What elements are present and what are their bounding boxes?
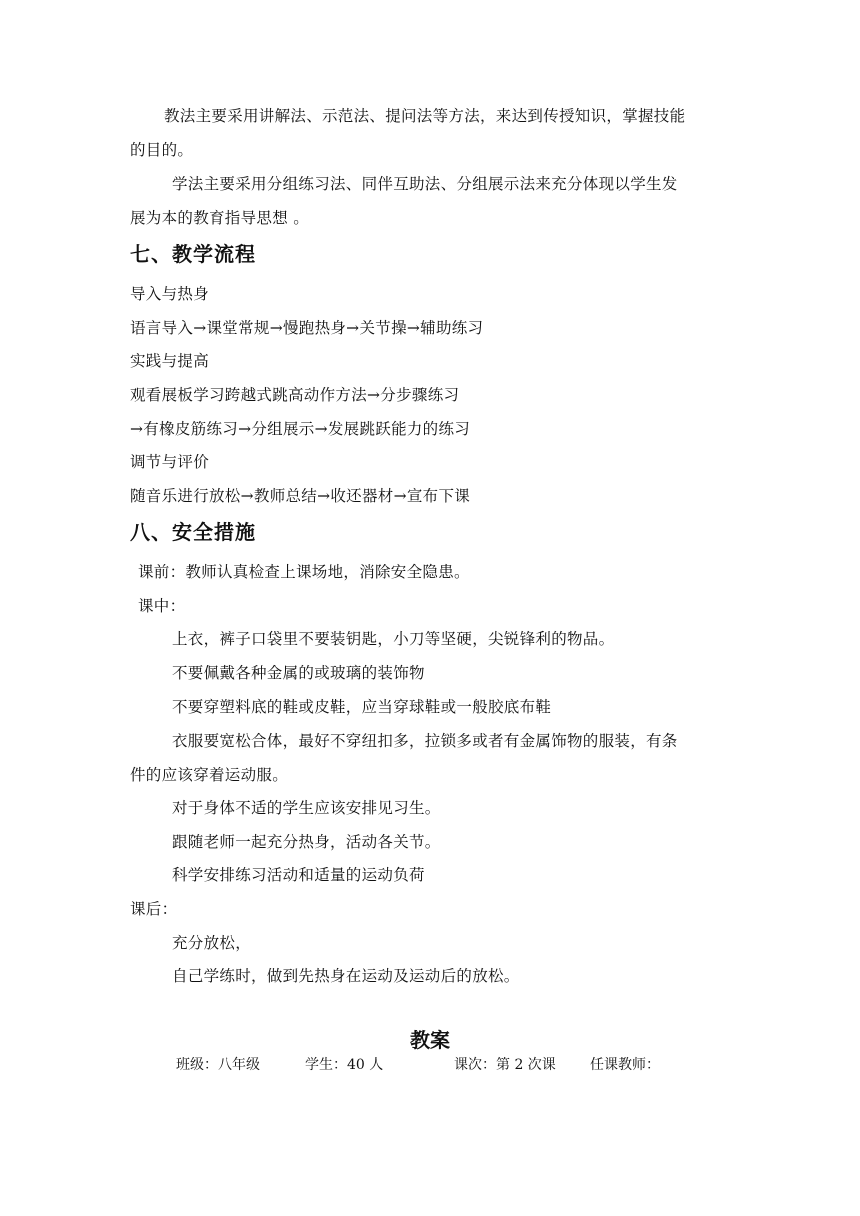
lesson-plan-students: 学生：40 人 xyxy=(305,1057,384,1073)
learning-method-line-1: 学法主要采用分组练习法、同伴互助法、分组展示法来充分体现以学生发 xyxy=(172,175,678,193)
safety-during-item: 科学安排练习活动和适量的运动负荷 xyxy=(172,866,425,884)
safety-before-class: 课前：教师认真检查上课场地，消除安全隐患。 xyxy=(138,563,470,581)
safety-during-item: 不要穿塑料底的鞋或皮鞋，应当穿球鞋或一般胶底布鞋 xyxy=(172,698,552,716)
section-heading-safety: 八、安全措施 xyxy=(130,520,256,544)
process-intro-title: 导入与热身 xyxy=(130,285,210,303)
safety-during-item: 对于身体不适的学生应该安排见习生。 xyxy=(172,799,441,817)
process-practice-title: 实践与提高 xyxy=(130,352,210,370)
safety-after-item: 充分放松， xyxy=(172,934,252,952)
safety-during-item: 不要佩戴各种金属的或玻璃的装饰物 xyxy=(172,664,425,682)
process-practice-steps-1: 观看展板学习跨越式跳高动作方法→分步骤练习 xyxy=(130,386,460,404)
safety-after-label: 课后： xyxy=(130,900,178,918)
safety-during-item: 衣服要宽松合体，最好不穿纽扣多，拉锁多或者有金属饰物的服装，有条 xyxy=(172,732,678,750)
safety-during-item-continued: 件的应该穿着运动服。 xyxy=(130,766,289,784)
teaching-method-line-2: 的目的。 xyxy=(130,141,194,159)
lesson-plan-title: 教案 xyxy=(410,1028,450,1052)
process-practice-steps-2: →有橡皮筋练习→分组展示→发展跳跃能力的练习 xyxy=(130,420,471,438)
section-heading-process: 七、教学流程 xyxy=(130,242,256,266)
teaching-method-line-1: 教法主要采用讲解法、示范法、提问法等方法，来达到传授知识，掌握技能 xyxy=(164,107,686,125)
process-intro-steps: 语言导入→课堂常规→慢跑热身→关节操→辅助练习 xyxy=(130,319,484,337)
lesson-plan-class: 班级：八年级 xyxy=(176,1057,260,1073)
process-review-steps: 随音乐进行放松→教师总结→收还器材→宣布下课 xyxy=(130,487,471,505)
safety-after-item: 自己学练时，做到先热身在运动及运动后的放松。 xyxy=(172,967,520,985)
process-review-title: 调节与评价 xyxy=(130,453,210,471)
safety-during-item: 上衣，裤子口袋里不要装钥匙，小刀等坚硬，尖锐锋利的物品。 xyxy=(172,630,615,648)
lesson-plan-session: 课次：第 2 次课 xyxy=(454,1057,556,1073)
safety-during-item: 跟随老师一起充分热身，活动各关节。 xyxy=(172,833,441,851)
lesson-plan-teacher: 任课教师： xyxy=(590,1057,660,1073)
learning-method-line-2: 展为本的教育指导思想 。 xyxy=(130,209,310,227)
safety-during-label: 课中： xyxy=(138,597,186,615)
